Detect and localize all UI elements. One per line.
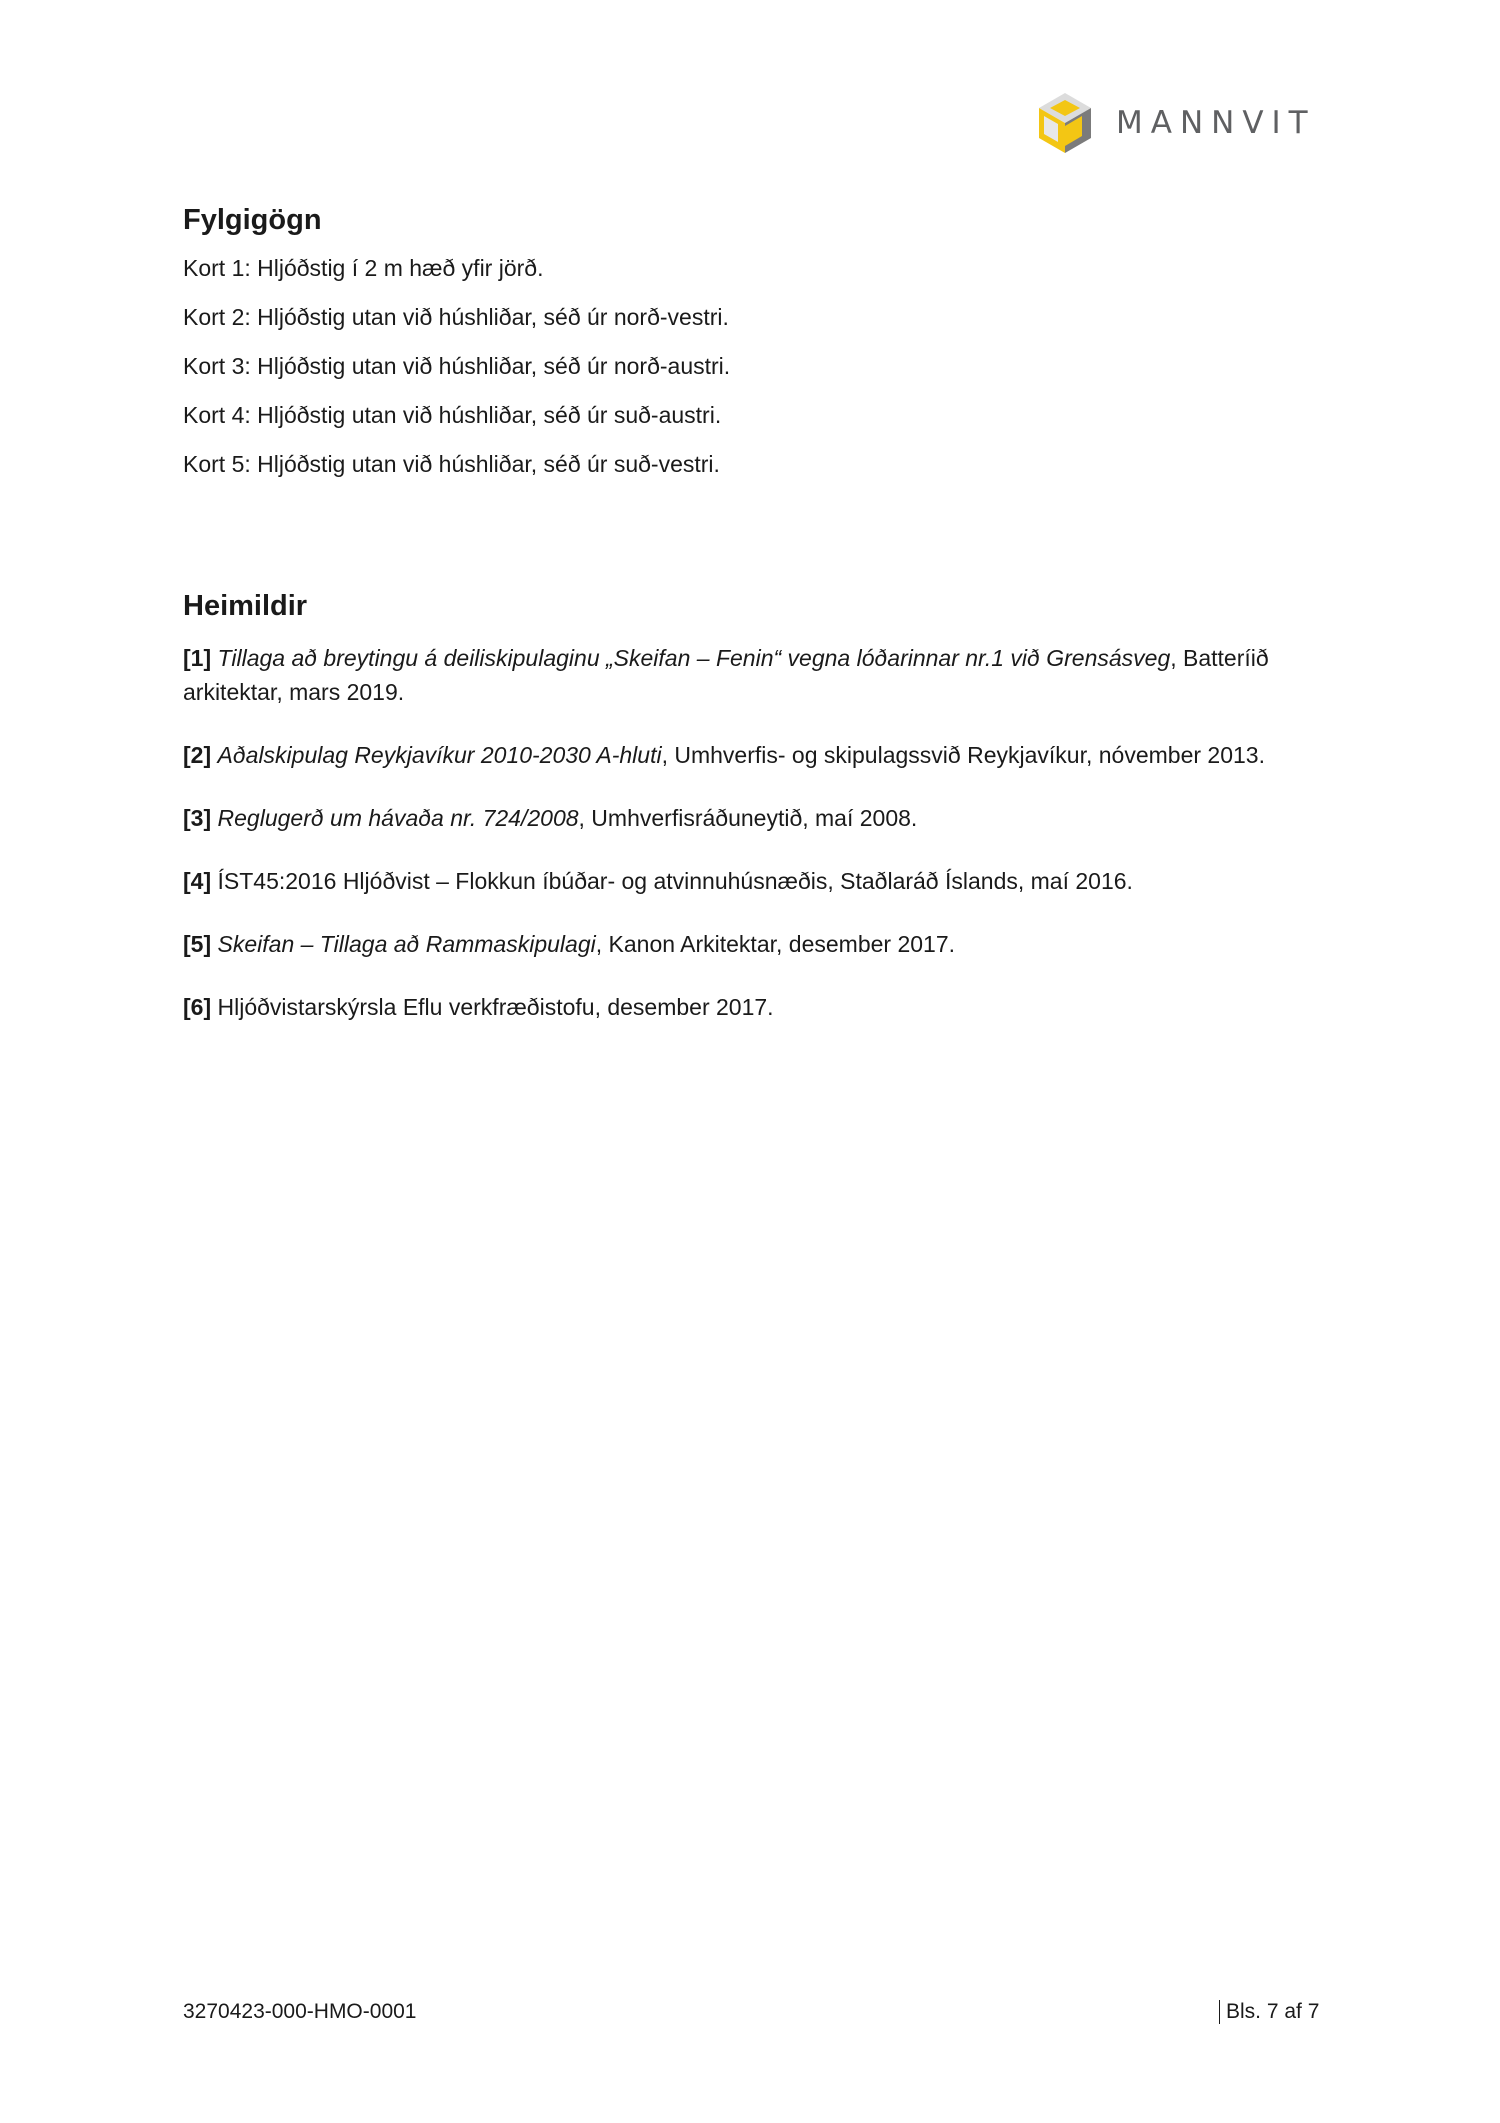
reference-item	[183, 801, 1333, 835]
references-list	[183, 641, 1333, 1024]
reference-details: , Umhverfis- og skipulagssvið Reykjavíkur, nóvember 2013.	[661, 742, 1265, 768]
logo-text: MANNVIT	[1116, 105, 1316, 141]
list-item: Kort 2: Hljóðstig utan við húshliðar, séð úr norð-vestri.	[183, 304, 729, 330]
reference-title: Aðalskipulag Reykjavíkur 2010-2030 A-hluti	[217, 742, 662, 768]
reference-item	[183, 738, 1333, 772]
reference-details: , Batteríið arkitektar, mars 2019.	[183, 645, 1269, 705]
list-item: Kort 3: Hljóðstig utan við húshliðar, séð úr norð-austri.	[183, 353, 731, 379]
reference-number: [5]	[183, 931, 212, 957]
reference-number: [4]	[183, 868, 212, 894]
reference-number: [1]	[183, 645, 212, 671]
reference-item	[183, 864, 1333, 898]
references-heading: Heimildir	[183, 590, 308, 622]
page-content	[183, 204, 1333, 1053]
list-item: Kort 1: Hljóðstig í 2 m hæð yfir jörð.	[183, 255, 544, 281]
footer-page-number: Bls. 7 af 7	[1219, 2000, 1319, 2024]
reference-item	[183, 990, 1333, 1024]
attachments-list	[183, 255, 1333, 500]
list-item: Kort 4: Hljóðstig utan við húshliðar, séð úr suð-austri.	[183, 402, 722, 428]
reference-details: Hljóðvistarskýrsla Eflu verkfræðistofu, desember 2017.	[217, 994, 774, 1020]
attachments-heading: Fylgigögn	[183, 204, 322, 236]
reference-item	[183, 927, 1333, 961]
reference-title: Skeifan – Tillaga að Rammaskipulagi	[217, 931, 596, 957]
list-item: Kort 5: Hljóðstig utan við húshliðar, séð úr suð-vestri.	[183, 451, 720, 477]
reference-number: [2]	[183, 742, 212, 768]
reference-details: , Kanon Arkitektar, desember 2017.	[595, 931, 956, 957]
reference-number: [3]	[183, 805, 212, 831]
reference-details: ÍST45:2016 Hljóðvist – Flokkun íbúðar- og atvinnuhúsnæðis, Staðlaráð Íslands, maí 2016.	[217, 868, 1133, 894]
reference-title: Tillaga að breytingu á deiliskipulaginu „Skeifan – Fenin“ vegna lóðarinnar nr.1 við Grensásveg	[217, 645, 1171, 671]
reference-item	[183, 641, 1333, 709]
reference-title: Reglugerð um hávaða nr. 724/2008	[217, 805, 579, 831]
reference-details: , Umhverfisráðuneytið, maí 2008.	[578, 805, 918, 831]
footer-doc-id: 3270423-000-HMO-0001	[183, 2000, 417, 2023]
mannvit-cube-icon	[1036, 92, 1094, 154]
reference-number: [6]	[183, 994, 212, 1020]
company-logo	[1036, 92, 1316, 154]
